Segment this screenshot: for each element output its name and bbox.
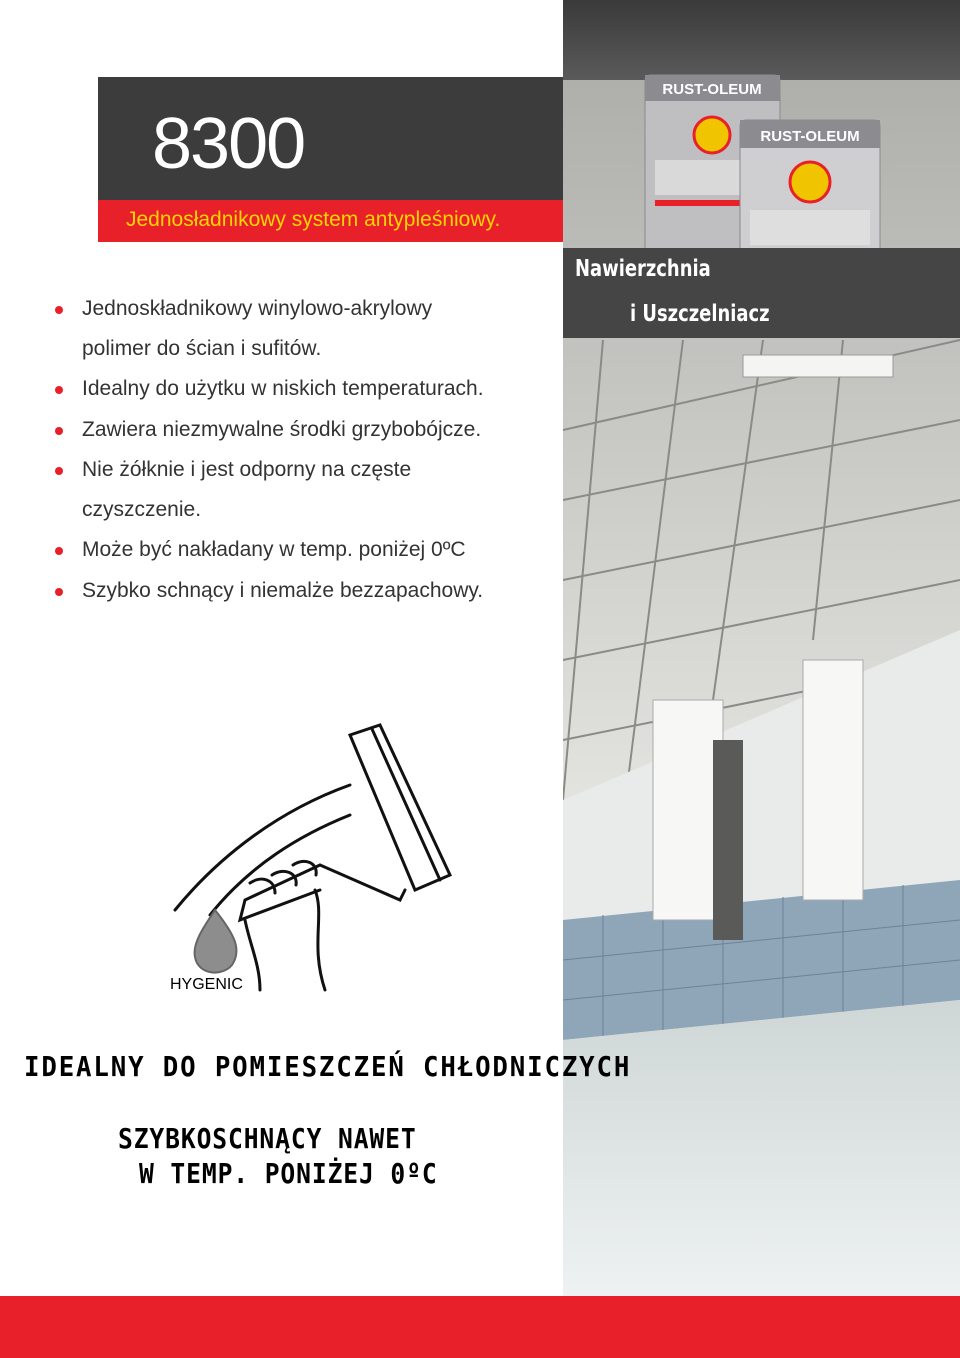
feature-text: Nie żółknie i jest odporny na częste [82, 458, 412, 481]
feature-item [55, 297, 432, 321]
feature-text: Idealny do użytku w niskich temperaturach. [82, 377, 484, 400]
feature-text-continued: polimer do ścian i sufitów. [82, 337, 322, 360]
bullet-dot-icon [55, 386, 63, 394]
feature-item [55, 538, 466, 562]
product-subtitle: Jednosładnikowy system antypleśniowy. [126, 208, 501, 231]
svg-text:RUST-OLEUM: RUST-OLEUM [662, 81, 762, 98]
paint-roller-hand-icon [150, 715, 470, 1000]
product-type-line1: Nawierzchnia [575, 256, 711, 282]
feature-text: Może być nakładany w temp. poniżej 0ºC [82, 538, 466, 561]
bullet-dot-icon [55, 427, 63, 435]
feature-text: Szybko schnący i niemalże bezzapachowy. [82, 579, 484, 602]
footer-red-bar [0, 1296, 960, 1358]
feature-text-continued: czyszczenie. [82, 498, 202, 521]
bullet-dot-icon [55, 547, 63, 555]
feature-item [55, 458, 411, 482]
droplet-icon [195, 910, 237, 973]
feature-item [55, 418, 481, 442]
svg-text:RUST-OLEUM: RUST-OLEUM [760, 128, 860, 145]
feature-item [55, 579, 483, 603]
hygenic-label: HYGENIC [170, 976, 243, 993]
subheadline-line1: SZYBKOSCHNĄCY NAWET [118, 1122, 417, 1155]
subheadline-line2: W TEMP. PONIŻEJ 0ºC [139, 1157, 438, 1190]
product-code: 8300 [152, 104, 305, 184]
feature-item [55, 377, 484, 401]
bullet-dot-icon [55, 467, 63, 475]
feature-text: Jednoskładnikowy winylowo-akrylowy [82, 297, 433, 320]
bullet-dot-icon [55, 306, 63, 314]
feature-text: Zawiera niezmywalne środki grzybobójcze. [82, 418, 482, 441]
headline: IDEALNY DO POMIESZCZEŃ CHŁODNICZYCH [24, 1050, 632, 1083]
bullet-dot-icon [55, 588, 63, 596]
product-type-line2: i Uszczelniacz [630, 301, 770, 327]
